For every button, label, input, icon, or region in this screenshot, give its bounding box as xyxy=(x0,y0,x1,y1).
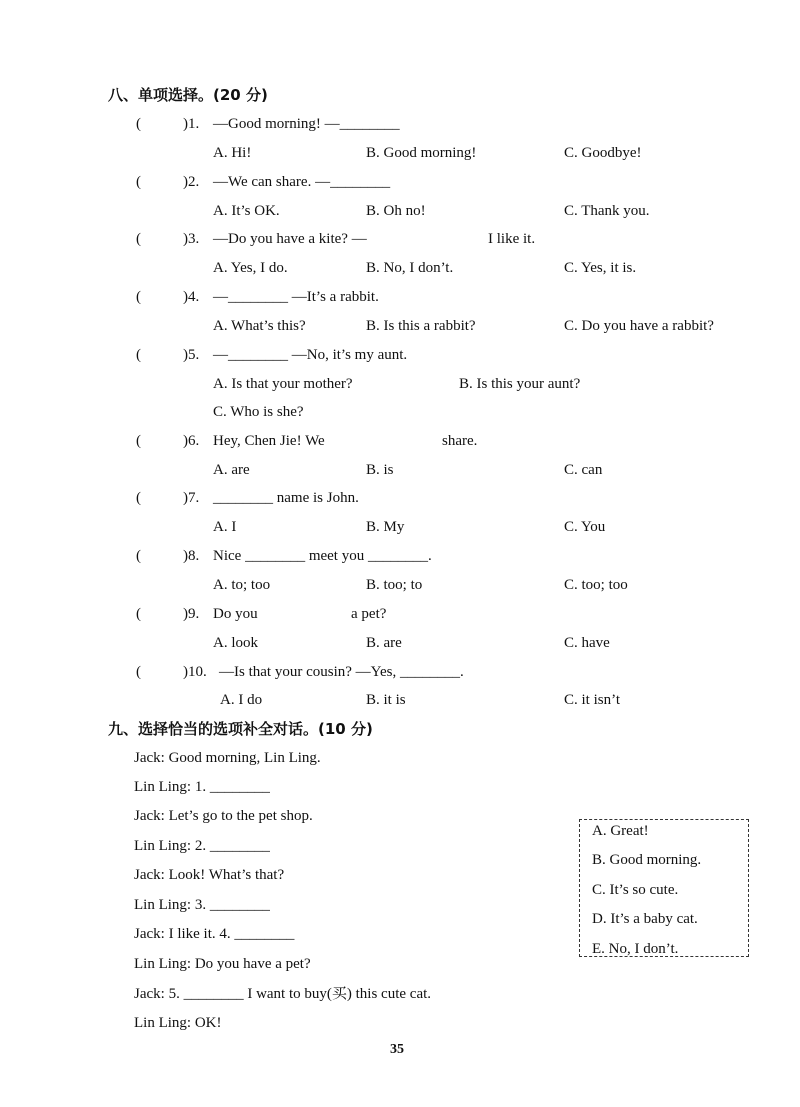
option-b[interactable]: B. Is this a rabbit? xyxy=(366,318,476,334)
question-stem: Hey, Chen Jie! We xyxy=(213,433,325,449)
option-a[interactable]: A. It’s OK. xyxy=(213,203,280,219)
option-c[interactable]: C. Who is she? xyxy=(213,404,304,420)
option-c[interactable]: C. Yes, it is. xyxy=(564,260,637,276)
answer-bracket[interactable]: ( xyxy=(136,174,141,190)
answer-bracket[interactable]: ( xyxy=(136,548,141,564)
dialogue-line-1: Jack: Good morning, Lin Ling. xyxy=(134,750,321,766)
answer-bracket[interactable]: ( xyxy=(136,116,141,132)
option-a[interactable]: A. are xyxy=(213,462,250,478)
answer-bracket[interactable]: ( xyxy=(136,664,141,680)
dialogue-line-3: Jack: Let’s go to the pet shop. xyxy=(134,808,313,824)
question-stem: —________ —It’s a rabbit. xyxy=(213,289,379,305)
option-b[interactable]: B. are xyxy=(366,635,402,651)
option-b[interactable]: B. Oh no! xyxy=(366,203,426,219)
option-a[interactable]: A. Yes, I do. xyxy=(213,260,288,276)
option-a[interactable]: A. look xyxy=(213,635,258,651)
question-stem-end: I like it. xyxy=(488,231,536,247)
question-number: )4. xyxy=(183,289,200,305)
option-a[interactable]: A. What’s this? xyxy=(213,318,306,334)
dialogue-line-6[interactable]: Lin Ling: 3. ________ xyxy=(134,897,270,913)
question-stem: Do you xyxy=(213,606,258,622)
question-stem: —Do you have a kite? — xyxy=(213,231,367,247)
option-c[interactable]: C. can xyxy=(564,462,603,478)
dialogue-line-10: Lin Ling: OK! xyxy=(134,1015,222,1031)
option-a[interactable]: A. I xyxy=(213,519,237,535)
question-stem: —Good morning! —________ xyxy=(213,116,400,132)
question-number: )5. xyxy=(183,347,200,363)
option-b[interactable]: B. is xyxy=(366,462,394,478)
section-9-title: 九、选择恰当的选项补全对话。(10 分) xyxy=(108,720,373,738)
question-stem: —Is that your cousin? —Yes, ________. xyxy=(219,664,464,680)
answer-bracket[interactable]: ( xyxy=(136,490,141,506)
question-number: )6. xyxy=(183,433,200,449)
option-c[interactable]: C. it isn’t xyxy=(564,692,620,708)
option-b[interactable]: B. My xyxy=(366,519,405,535)
option-c[interactable]: C. Do you have a rabbit? xyxy=(564,318,714,334)
option-c[interactable]: C. too; too xyxy=(564,577,628,593)
question-number: )7. xyxy=(183,490,200,506)
option-b[interactable]: B. it is xyxy=(366,692,406,708)
question-stem-end: a pet? xyxy=(351,606,387,622)
choice-d[interactable]: D. It’s a baby cat. xyxy=(592,911,698,927)
option-b[interactable]: B. Good morning! xyxy=(366,145,477,161)
question-number: )2. xyxy=(183,174,200,190)
question-stem: —We can share. —________ xyxy=(213,174,391,190)
question-number: )9. xyxy=(183,606,200,622)
answer-bracket[interactable]: ( xyxy=(136,231,141,247)
dialogue-line-9[interactable]: Jack: 5. ________ I want to buy(买) this cute cat. xyxy=(134,986,432,1002)
question-stem: ________ name is John. xyxy=(213,490,359,506)
choice-c[interactable]: C. It’s so cute. xyxy=(592,882,679,898)
question-stem: —________ —No, it’s my aunt. xyxy=(213,347,408,363)
question-number: )8. xyxy=(183,548,200,564)
dialogue-line-8: Lin Ling: Do you have a pet? xyxy=(134,956,311,972)
choice-e[interactable]: E. No, I don’t. xyxy=(592,941,679,957)
option-c[interactable]: C. Goodbye! xyxy=(564,145,642,161)
option-a[interactable]: A. Hi! xyxy=(213,145,252,161)
option-a[interactable]: A. Is that your mother? xyxy=(213,376,353,392)
option-c[interactable]: C. have xyxy=(564,635,610,651)
choice-a[interactable]: A. Great! xyxy=(592,823,649,839)
dialogue-line-2[interactable]: Lin Ling: 1. ________ xyxy=(134,779,270,795)
option-a[interactable]: A. I do xyxy=(220,692,263,708)
dialogue-line-4[interactable]: Lin Ling: 2. ________ xyxy=(134,838,270,854)
dialogue-line-5: Jack: Look! What’s that? xyxy=(134,867,285,883)
option-b[interactable]: B. Is this your aunt? xyxy=(459,376,581,392)
answer-bracket[interactable]: ( xyxy=(136,606,141,622)
page-number: 35 xyxy=(390,1042,404,1057)
option-b[interactable]: B. too; to xyxy=(366,577,423,593)
choice-b[interactable]: B. Good morning. xyxy=(592,852,702,868)
option-b[interactable]: B. No, I don’t. xyxy=(366,260,454,276)
option-c[interactable]: C. You xyxy=(564,519,606,535)
question-stem: Nice ________ meet you ________. xyxy=(213,548,432,564)
option-c[interactable]: C. Thank you. xyxy=(564,203,650,219)
question-stem-end: share. xyxy=(442,433,478,449)
answer-bracket[interactable]: ( xyxy=(136,433,141,449)
answer-bracket[interactable]: ( xyxy=(136,347,141,363)
question-number: )10. xyxy=(183,664,207,680)
section-8-title: 八、单项选择。(20 分) xyxy=(108,86,268,104)
dialogue-line-7[interactable]: Jack: I like it. 4. ________ xyxy=(134,926,295,942)
answer-bracket[interactable]: ( xyxy=(136,289,141,305)
question-number: )3. xyxy=(183,231,200,247)
question-number: )1. xyxy=(183,116,200,132)
option-a[interactable]: A. to; too xyxy=(213,577,271,593)
